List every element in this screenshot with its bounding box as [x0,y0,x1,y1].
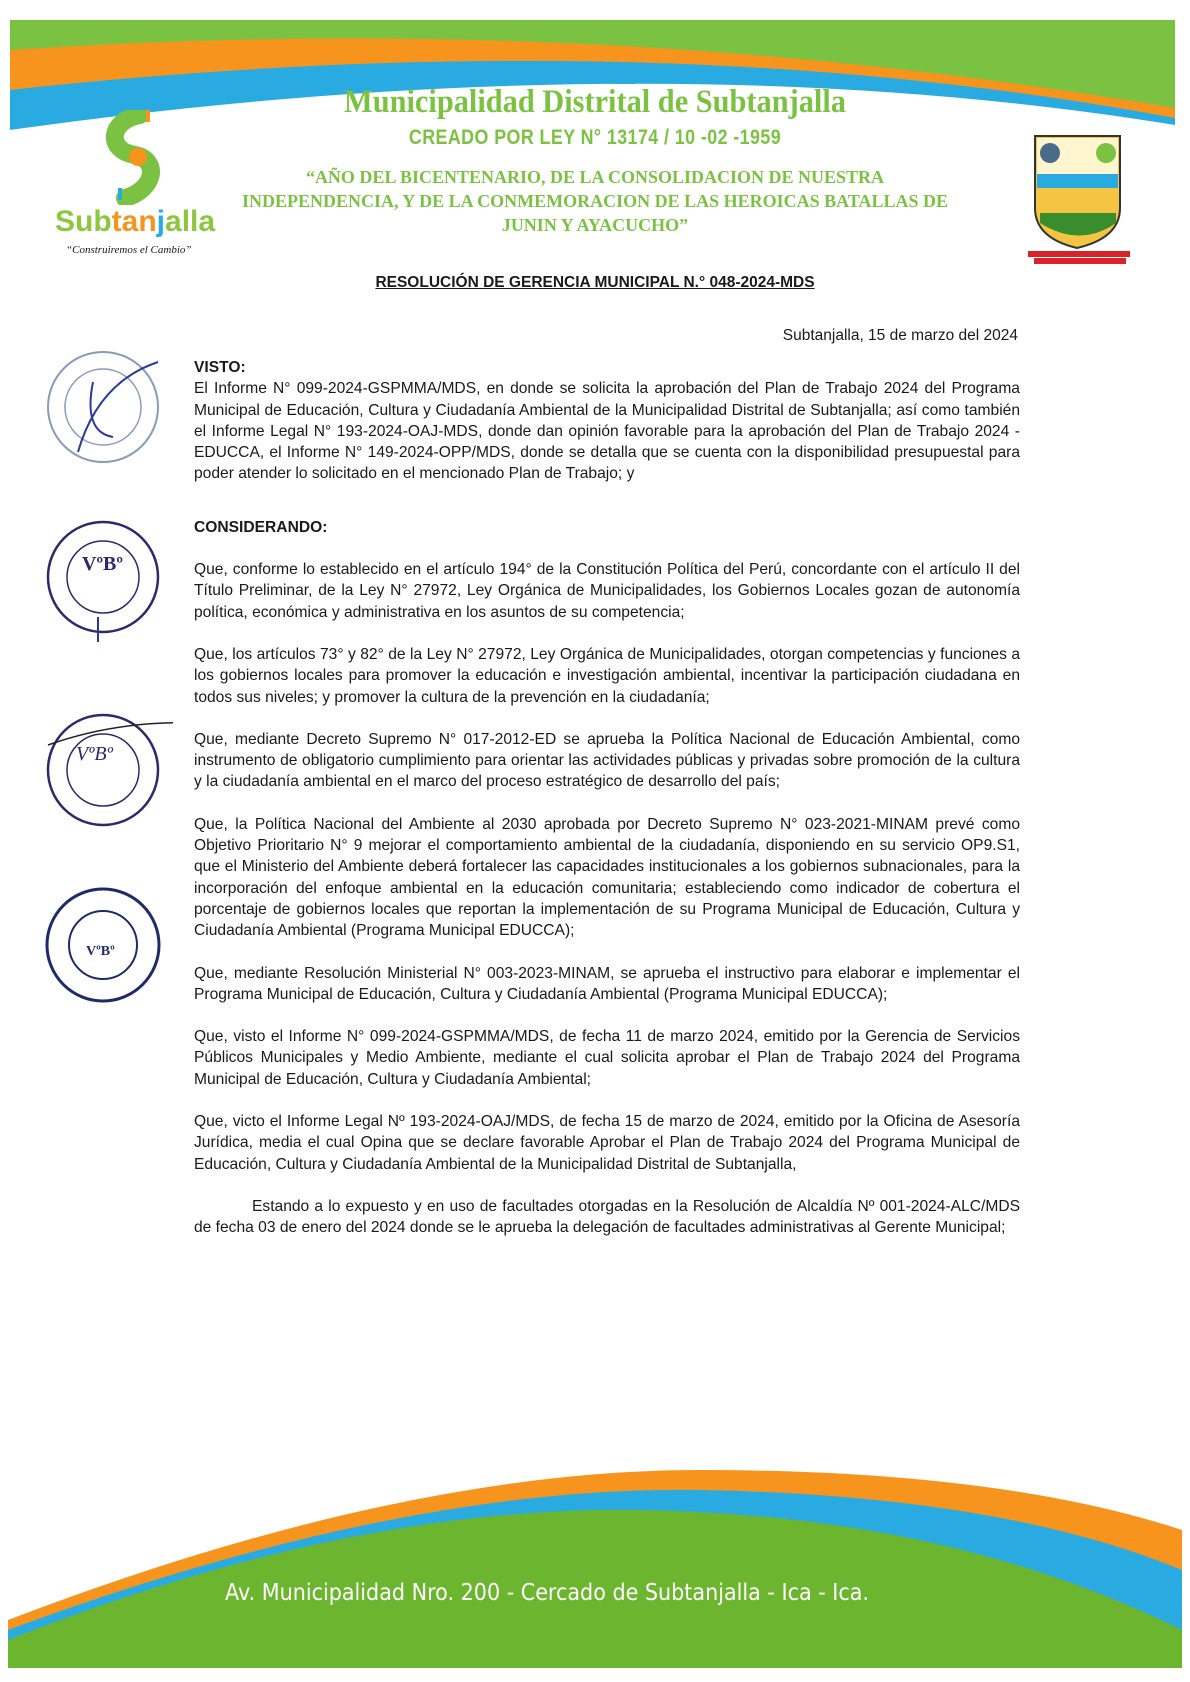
considerando-heading: CONSIDERANDO: [194,518,328,536]
year-motto: “AÑO DEL BICENTENARIO, DE LA CONSOLIDACION DE NUESTRA INDEPENDENCIA, Y DE LA CONMEMORACION DE LAS HEROICAS BATALLAS DE JUNIN Y AYACUCHO” [241,167,949,235]
svg-text:VºBº: VºBº [76,743,113,765]
considerando-paragraph: Que, visto el Informe N° 099-2024-GSPMMA/MDS, de fecha 11 de marzo 2024, emitido por la Gerencia de Servicios Públicos Municipales y Medio Ambiente, mediante el cual solicita aprobar el Plan de Trabajo 2024 del Programa Municipal de Educación, Cultura y Ciudadanía Ambiental; [194,1028,1020,1088]
institution-name: Municipalidad Distrital de Subtanjalla [344,84,846,120]
considerando-paragraph: Que, mediante Resolución Ministerial N° 003-2023-MINAM, se aprueba el instructivo para elaborar e implementar el Programa Municipal de Educación, Cultura y Ciudadanía Ambiental (Programa Municipal EDUCCA); [194,964,1020,1003]
considerando-paragraph: Que, victo el Informe Legal Nº 193-2024-OAJ/MDS, de fecha 15 de marzo de 2024, emitido por la Oficina de Asesoría Jurídica, media el cual Opina que se declare favorable Aprobar el Plan de Trabajo 2024 del Programa Municipal de Educación, Cultura y Ciudadanía Ambiental de la Municipalidad Distrital de Subtanjalla, [194,1113,1020,1173]
creation-law: CREADO POR LEY N° 13174 / 10 -02 -1959 [408,126,782,149]
svg-text:VºBº: VºBº [82,553,123,575]
approval-stamp-legal [38,512,173,647]
approval-stamp-1 [38,342,173,477]
svg-text:VºBº: VºBº [86,944,115,959]
resolution-title: RESOLUCIÓN DE GERENCIA MUNICIPAL N.° 048-2024-MDS [375,274,815,291]
footer-banner [0,1460,1190,1682]
place-date: Subtanjalla, 15 de marzo del 2024 [782,327,1018,344]
closing-paragraph: Estando a lo expuesto y en uso de facultades otorgadas en la Resolución de Alcaldía Nº 001-2024-ALC/MDS de fecha 03 de enero del 2024 donde se le aprueba la delegación de facultades administrativas al Gerente Municipal; [194,1197,1020,1237]
visto-heading: VISTO: [194,359,246,376]
considerando-paragraph: Que, mediante Decreto Supremo N° 017-2012-ED se aprueba la Política Nacional de Educación Ambiental, como instrumento de obligatorio cumplimiento para orientar las actividades públicas y privadas sobre promoción de la cultura y la ciudadanía ambiental en el marco del proceso estratégico de desarrollo del país; [194,730,1020,791]
municipal-crest-icon [1020,108,1140,268]
considerando-paragraph: Que, la Política Nacional del Ambiente al 2030 aprobada por Decreto Supremo N° 023-2021-MINAM prevé como Objetivo Prioritario N° 9 mejorar el comportamiento ambiental de la ciudadanía, disponiendo en su servicio OP9.S1, que el Ministerio del Ambiente deberá fortalecer las capacidades institucionales a los gobiernos subnacionales, para la incorporación del enfoque ambiental en la educación comunitaria; estableciendo como indicador de cobertura el porcentaje de gobiernos locales que reportan la implementación de su Programa Municipal de Educación, Cultura y Ciudadanía Ambiental (Programa Municipal EDUCCA); [194,815,1020,940]
subtanjalla-logo-icon [100,110,170,205]
approval-stamp-planning [38,705,173,840]
considerando-paragraph: Que, los artículos 73° y 82° de la Ley N° 27972, Ley Orgánica de Municipalidades, otorgan competencias y funciones a los gobiernos locales para promover la educación e investigación ambiental, incentivar la participación ciudadana en todos sus niveles; y promover la cultura de la prevención en la ciudadanía; [194,645,1020,706]
resolution-body [194,357,1020,1239]
considerando-paragraph: Que, conforme lo establecido en el artículo 194° de la Constitución Política del Perú, concordante con el artículo II del Título Preliminar, de la Ley N° 27972, Ley Orgánica de Municipalidades, los Gobiernos Locales gozan de autonomía política, económica y administrativa en los asuntos de su competencia; [194,561,1020,621]
logo-slogan: “Construiremos el Cambio” [66,244,192,256]
visto-text: El Informe N° 099-2024-GSPMMA/MDS, en donde se solicita la aprobación del Plan de Trabajo 2024 del Programa Municipal de Educación, Cultura y Ciudadanía Ambiental de la Municipalidad Distrital de Subtanjalla; así como también el Informe Legal N° 193-2024-OAJ-MDS, donde dan opinión favorable para la aprobación del Plan de Trabajo 2024 - EDUCCA, el Informe N° 149-2024-OPP/MDS, donde se detalla que se cuenta con la disponibilidad presupuestal para poder atender lo solicitado en el mencionado Plan de Trabajo; y [194,380,1020,483]
footer-address: Av. Municipalidad Nro. 200 - Cercado de Subtanjalla - Ica - Ica. [225,1580,870,1606]
approval-stamp-services [38,880,173,1015]
logo-wordmark: Subtanjalla [55,205,216,238]
